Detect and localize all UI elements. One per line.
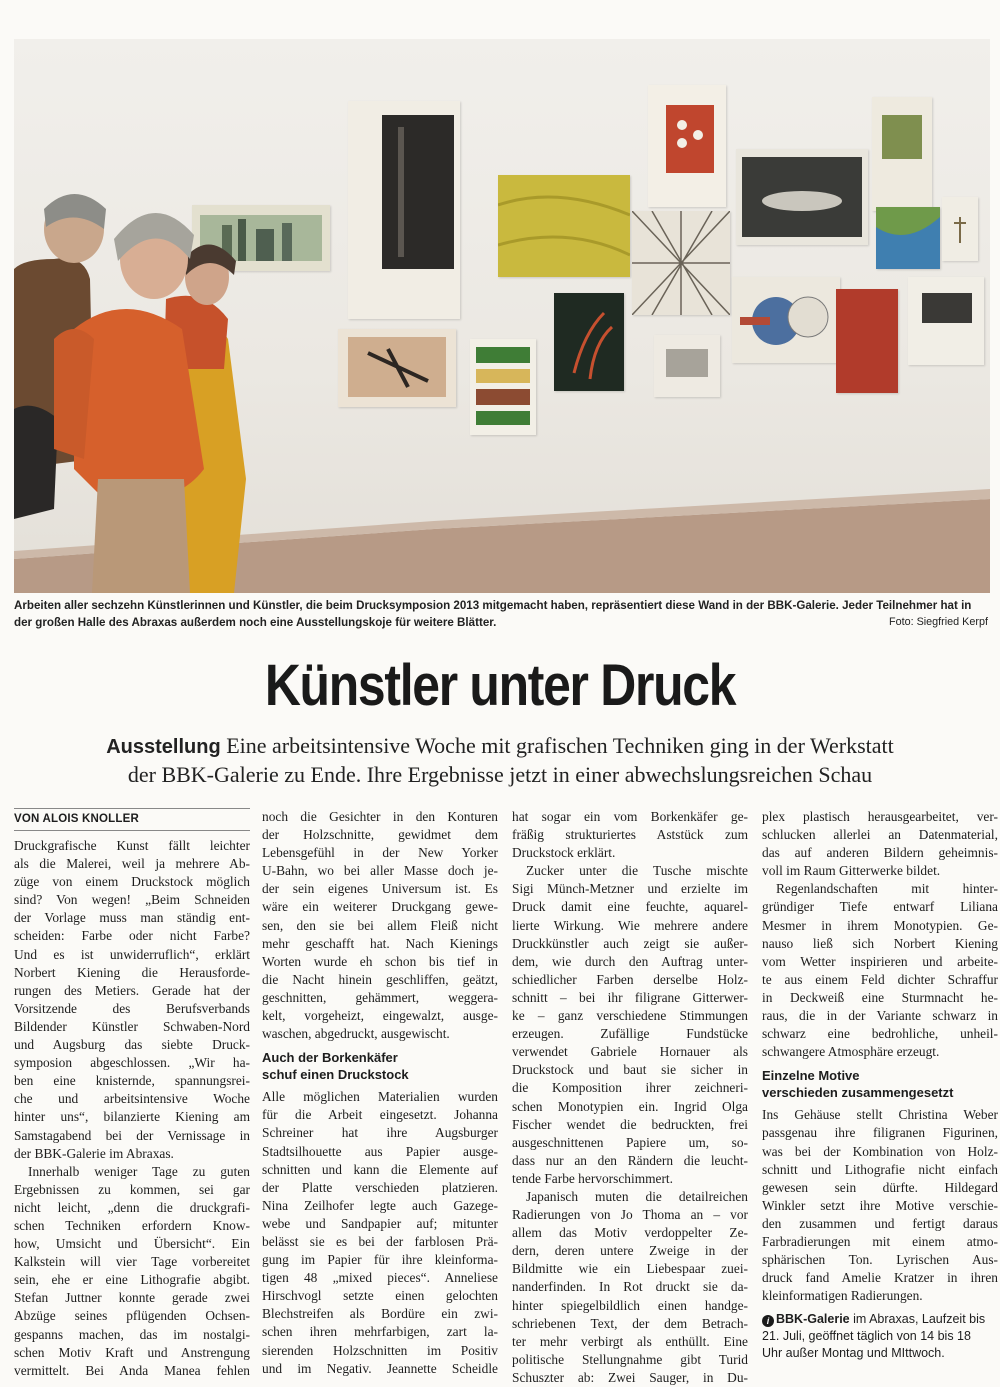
text-line: Zucker unter die Tusche mischte	[526, 863, 748, 879]
text-line: Schuszter ab: Zwei Sauger, in Du-	[512, 1369, 748, 1385]
text-line: und Augsburg das siebte Druck-	[14, 1037, 250, 1053]
info-text-1: im Abraxas, Laufzeit bis	[849, 1312, 986, 1327]
text-line: dass nur an den Rändern die leucht-	[512, 1152, 748, 1168]
text-line: schnitt – bei ihr filigrane Gitterwer-	[512, 989, 748, 1005]
text-line: nauso ließ sich Norbert Kiening	[762, 935, 998, 951]
text-line: belässt sie es bei der farblosen Prä-	[262, 1233, 498, 1249]
text-line: den zusammen und fertigt daraus	[762, 1215, 998, 1231]
text-line: Vorsitzende des Berufsverbands	[14, 1000, 250, 1016]
text-line: ben eine knisternde, spannungsrei-	[14, 1073, 250, 1089]
text-line: in Deckweiß eine Sturmnacht he-	[762, 989, 998, 1005]
text-line: verwendet Gabriele Hornauer als	[512, 1044, 748, 1060]
text-line: webe und Sandpapier auf; mitunter	[262, 1215, 498, 1231]
text-line: Winkler setzt ihre Motive verschie-	[762, 1197, 998, 1213]
text-line: Farbradierungen mit einem atmo-	[762, 1233, 998, 1249]
text-line: Ergebnissen zu kommen, sei gar	[14, 1181, 250, 1197]
text-line: Druckstock erklärt.	[512, 845, 616, 861]
text-line: allem das Motiv verdoppelter Ze-	[512, 1225, 748, 1241]
text-line: für die Arbeit eingesetzt. Johanna	[262, 1107, 498, 1123]
text-line: schen ihren mehrfarbigen, zart la-	[262, 1324, 498, 1340]
text-line: sind? Von wegen! „Beim Schneiden	[14, 892, 250, 908]
text-line: U-Bahn, wo bei aller Masse doch je-	[262, 863, 498, 879]
text-line: als die Malerei, weil ja mehrere Ab-	[14, 856, 250, 872]
text-line: der Vorlage muss man ständig ent-	[14, 910, 250, 926]
text-line: Kalkstein will vier Tage vorbereitet	[14, 1254, 250, 1270]
photo-caption	[14, 597, 992, 631]
text-line: schnitt und Lithografie nicht einfach	[762, 1161, 998, 1177]
text-line: Druckstock und baut sie sicher in	[512, 1062, 748, 1078]
text-line: Sigi Münch-Metzner und erzielte im	[512, 881, 748, 897]
text-line: plex plastisch herausgearbeitet, ver-	[762, 809, 998, 824]
text-line: kelt, vorgeheizt, eingewalzt, ausge-	[262, 1008, 498, 1024]
column-1	[14, 808, 250, 1380]
text-line: gespanns machen, das im nostalgi-	[14, 1326, 250, 1342]
text-line: der BBK-Galerie im Abraxas.	[14, 1145, 174, 1161]
text-line: der Platte verschieden platzieren.	[262, 1179, 498, 1195]
text-line: sein, ehe er eine Lithografie abgibt.	[14, 1272, 250, 1288]
text-line: sierenden Holzschnitten im Positiv	[262, 1342, 498, 1358]
text-line: und im Negativ. Jeannette Scheidle	[262, 1360, 498, 1376]
info-text-3: Uhr außer Montag und MIttwoch.	[762, 1346, 945, 1361]
text-line: Schreiner hat ihre Augsburger	[262, 1125, 498, 1141]
text-line: schwangere Atmosphäre erzeugt.	[762, 1044, 940, 1060]
text-line: ke – ganz verschiedene Stimmungen	[512, 1008, 748, 1024]
subhead-1-line-1: Auch der Borkenkäfer	[262, 1050, 398, 1066]
text-line: fräßig strukturiertes Aststück zum	[512, 827, 748, 843]
column-2-text-a	[262, 808, 498, 1043]
text-line: Norbert Kiening die Herausforde-	[14, 964, 250, 980]
text-line: Blechstreifen als Bordüre ein zwi-	[262, 1306, 498, 1322]
column-4-text-a	[762, 808, 998, 1061]
text-line: mehr geschafft hat. Nach Kienings	[262, 935, 498, 951]
text-line: how, Umsicht und Übersicht“. Ein	[14, 1236, 250, 1252]
text-line: dem, wie durch den Auftrag unter-	[512, 953, 748, 969]
text-line: waschen, abgedruckt, ausgewischt.	[262, 1026, 450, 1042]
text-line: raus, die in der Variante schwarz in	[762, 1008, 998, 1024]
text-line: Mesmer in ihrem Monotypien. Ge-	[762, 917, 998, 933]
text-line: Druckkünstler auch zeigt sie außer-	[512, 935, 748, 951]
text-line: Lebensgefühl in der New Yorker	[262, 845, 498, 861]
subhead-2-line-1: Einzelne Motive	[762, 1068, 860, 1084]
text-line: noch die Gesichter in den Konturen	[262, 809, 498, 824]
text-line: was bei der Kombination von Holz-	[762, 1143, 998, 1159]
text-line: che und arbeitsintensive Woche	[14, 1091, 250, 1107]
photo-credit: Foto: Siegfried Kerpf	[888, 616, 988, 628]
text-line: passgenau ihre filigranen Figurinen,	[762, 1125, 998, 1141]
text-line: Stadtsilhouette aus Papier ausge-	[262, 1143, 498, 1159]
text-line: Stefan Juttner konnte gerade zwei	[14, 1290, 250, 1306]
column-2-text-b	[262, 1088, 498, 1378]
text-line: geschnitten, gehämmert, weggera-	[262, 989, 498, 1005]
text-line: kleinformatigen Radierungen.	[762, 1288, 923, 1304]
text-line: hat sogar ein vom Borkenkäfer ge-	[512, 809, 748, 824]
text-line: sen, den sie bei allem Fleiß nicht	[262, 917, 498, 933]
text-line: Druckgrafische Kunst fällt leichter	[14, 838, 250, 853]
text-line: wäre ein weiterer Druckgang gewe-	[262, 899, 498, 915]
subhead-einzelne-motive	[762, 1067, 998, 1101]
subhead-2-line-2: verschieden zusammengesetzt	[762, 1085, 954, 1101]
text-line: hinter uns“, bilanzierte Kiening am	[14, 1109, 250, 1125]
text-line: voll im Raum Gitterwerke bildet.	[762, 863, 941, 879]
author-line: VON ALOIS KNOLLER	[14, 808, 250, 831]
text-line: Regenlandschaften mit hinter-	[776, 881, 998, 897]
text-line: schen Motiv Kraft und Anstrengung	[14, 1344, 250, 1360]
gallery-photo	[14, 39, 990, 593]
text-line: züge von einem Druckstock möglich	[14, 874, 250, 890]
text-line: schiedlicher Farben derselbe Holz-	[512, 971, 748, 987]
subhead-1-line-2: schuf einen Druckstock	[262, 1067, 409, 1083]
text-line: te aus einem Feld dichter Schraffur	[762, 971, 998, 987]
text-line: der sein eigenes Universum ist. Es	[262, 881, 498, 897]
text-line: das auf anderen Bildern geheimnis-	[762, 845, 998, 861]
text-line: Worten wurde eh schon bis tief in	[262, 953, 498, 969]
info-icon: i	[762, 1315, 774, 1327]
text-line: der Holzschnitte, gewidmet dem	[262, 827, 498, 843]
text-line: nicht leicht, „denn die druckgrafi-	[14, 1199, 250, 1215]
text-line: tigen 48 „mixed pieces“. Anneliese	[262, 1270, 498, 1286]
text-line: Hirschvogl setzte einen gelochten	[262, 1288, 498, 1304]
text-line: Nina Zeilhofer legte auch Gazege-	[262, 1197, 498, 1213]
text-line: Japanisch muten die detailreichen	[526, 1188, 748, 1204]
text-line: erzeugen. Zufällige Fundstücke	[512, 1026, 748, 1042]
text-line: Bildender Künstler Schwaben-Nord	[14, 1018, 250, 1034]
text-line: die Komposition ihrer zeichneri-	[512, 1080, 748, 1096]
text-line: dern, deren untere Zweige in der	[512, 1243, 748, 1259]
text-line: schwarz eine bedrohliche, unheil-	[762, 1026, 998, 1042]
column-2	[262, 808, 498, 1378]
text-line: Abzüge seines pflügenden Ochsen-	[14, 1308, 250, 1324]
text-line: gewesen sein dürfte. Hildegard	[762, 1179, 998, 1195]
text-line: Samstagabend bei der Vernissage in	[14, 1127, 250, 1143]
column-1-text	[14, 837, 250, 1380]
text-line: gründiger Tiefe entwarf Liliana	[762, 899, 998, 915]
visitors-group	[14, 39, 990, 593]
text-line: Innerhalb weniger Tage zu guten	[28, 1163, 250, 1179]
subline	[40, 732, 960, 789]
subhead-borkenkaefer	[262, 1049, 498, 1083]
text-line: scheiden: Farbe oder nicht Farbe?	[14, 928, 250, 944]
text-line: lierte Wirkung. Wie mehrere andere	[512, 917, 748, 933]
text-line: Ins Gehäuse stellt Christina Weber	[762, 1107, 998, 1123]
info-lead: BBK-Galerie	[776, 1312, 850, 1327]
text-line: schnitten und kann die Elemente auf	[262, 1161, 498, 1177]
text-line: Druck damit eine feuchte, aquarel-	[512, 899, 748, 915]
column-4-text-b	[762, 1106, 998, 1305]
text-line: nanderfinden. In Rot druckt sie da-	[512, 1279, 748, 1295]
exhibition-info	[762, 1311, 998, 1362]
text-line: vom Wetter inspirieren und arbeite-	[762, 953, 998, 969]
column-3	[512, 808, 748, 1387]
info-text-2: 21. Juli, geöffnet täglich von 14 bis 18	[762, 1329, 971, 1344]
text-line: symposion abgeschlossen. „Wir ha-	[14, 1055, 250, 1071]
text-line: Fischer wendet die bedruckten, frei	[512, 1116, 748, 1132]
text-line: ter mehr verbirgt als enthüllt. Eine	[512, 1333, 748, 1349]
text-line: schriebenen Text, der dem Betrach-	[512, 1315, 748, 1331]
text-line: schlucken allerlei an Datenmaterial,	[762, 827, 998, 843]
text-line: gung im Papier für ihre kleinforma-	[262, 1252, 498, 1268]
text-line: tende Farbe hervorschimmert.	[512, 1170, 674, 1186]
text-line: druck fand Amelie Kratzer in ihren	[762, 1270, 998, 1286]
text-line: politische Stellungnahme gibt Turid	[512, 1351, 748, 1367]
column-3-text	[512, 808, 748, 1387]
kicker: Ausstellung	[106, 736, 221, 758]
text-line: die Nacht hinein geschliffen, geätzt,	[262, 971, 498, 987]
text-line: Bildmitte wie ein Liebespaar zuei-	[512, 1261, 748, 1277]
text-line: Alle möglichen Materialien wurden	[262, 1089, 498, 1105]
text-line: schen Techniken erfordern Know-	[14, 1217, 250, 1233]
text-line: Und es ist unwiderruflich“, erklärt	[14, 946, 250, 962]
text-line: ausgeschnittenen Papiere um, so-	[512, 1134, 748, 1150]
text-line: sphärischen Ton. Lyrischen Aus-	[762, 1252, 998, 1268]
column-4	[762, 808, 998, 1362]
subline-text-2: der BBK-Galerie zu Ende. Ihre Ergebnisse jetzt in einer abwechslungsreichen Schau	[127, 762, 873, 787]
text-line: hinter spiegelbildlich einen handge-	[512, 1297, 748, 1313]
caption-text: Arbeiten aller sechzehn Künstlerinnen und Künstler, die beim Drucksymposion 2013 mitgemacht haben, repräsentiert diese Wand in der BBK-Galerie. Jeder Teilnehmer hat in der großen Halle des Abraxas außerdem noch eine Ausstellungskoje für weitere Blätter.	[14, 599, 972, 629]
text-line: schen Monotypien ein. Ingrid Olga	[512, 1098, 748, 1114]
text-line: Radierungen von Jo Thoma an – vor	[512, 1207, 748, 1223]
text-line: vermittelt. Bei Anda Manea fehlen	[14, 1362, 250, 1378]
subline-text-1: Eine arbeitsintensive Woche mit grafischen Techniken ging in der Werkstatt	[226, 733, 894, 758]
text-line: rungen des Metiers. Gerade hat der	[14, 982, 250, 998]
headline: Künstler unter Druck	[264, 653, 736, 718]
